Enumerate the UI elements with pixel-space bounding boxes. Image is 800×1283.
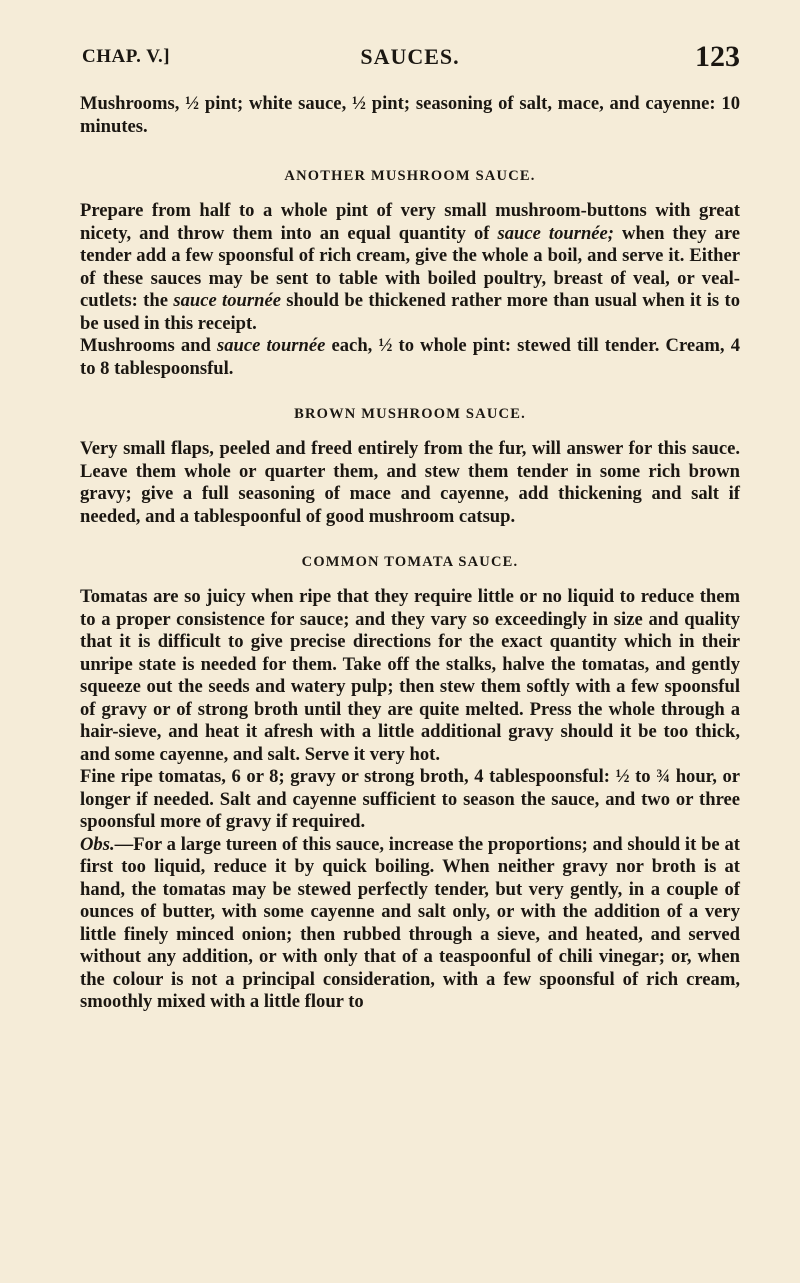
paragraph	[80, 200, 740, 335]
page-number: 123	[695, 40, 740, 73]
paragraph	[80, 335, 740, 380]
italic-text: sauce tournée;	[497, 222, 615, 244]
intro-paragraph: Mushrooms, ½ pint; white sauce, ½ pint; seasoning of salt, mace, and cayenne: 10 minutes.	[80, 93, 740, 137]
paragraph: Very small flaps, peeled and freed entirely from the fur, will answer for this sauce. Leave them whole or quarter them, and stew them tender in some rich brown gravy; give a full seasoning of mace and cayenne, add thickening and salt if needed, and a tablespoonful of good mushroom catsup.	[80, 438, 740, 527]
running-head	[80, 38, 740, 73]
italic-text: sauce tournée	[173, 290, 281, 311]
paragraph-text: each, ½ to whole pint: stewed till tender. Cream, 4 to 8 tablespoonsful.	[80, 335, 740, 379]
chapter-label: CHAP. V.]	[82, 46, 171, 67]
italic-text: sauce tournée	[216, 335, 326, 356]
paragraph-text: Mushrooms and	[80, 335, 217, 356]
section-heading: BROWN MUSHROOM SAUCE.	[294, 406, 526, 422]
paragraph: Tomatas are so juicy when ripe that they require little or no liquid to reduce them to a proper consistence for sauce; and they vary so exceedingly in size and quality that it is difficult to give precise directions for the exact quantity which in their unripe state is needed for them. Take off the stalks, halve the tomatas, and gently squeeze out the seeds and watery pulp; then stew them softly with a few spoonsful of gravy or of strong broth until they are quite melted. Press the whole through a hair-sieve, and heat it afresh with a little additional gravy should it be too thick, and some cayenne, and salt. Serve it very hot.	[80, 586, 740, 765]
obs-label: Obs.	[80, 833, 115, 855]
paragraph-text: Prepare from half to a whole pint of very small mushroom-buttons with great nicety, and throw them into an equal quantity of	[80, 200, 740, 244]
paragraph	[80, 834, 740, 1014]
paragraph: Fine ripe tomatas, 6 or 8; gravy or strong broth, 4 tablespoonsful: ½ to ¾ hour, or longer if needed. Salt and cayenne sufficient to season the sauce, and two or three spoonsful more of gravy if required.	[80, 766, 740, 832]
section-heading: ANOTHER MUSHROOM SAUCE.	[284, 168, 536, 184]
paragraph-text: should be thickened rather more than usual when it is to be used in this receipt.	[80, 290, 740, 334]
paragraph-text: —For a large tureen of this sauce, increase the proportions; and should it be at first too liquid, reduce it by quick boiling. When neither gravy nor broth is at hand, the tomatas may be stewed perfectly tender, but very gently, in a couple of ounces of butter, with some cayenne and salt only, or with the addition of a very little finely minced onion; then rubbed through a sieve, and heated, and served without any addition, or with only that of a teaspoonful of chili vinegar; or, when the colour is not a principal consideration, with a few spoonsful of rich cream, smoothly mixed with a little flour to	[80, 833, 740, 1012]
section-heading: COMMON TOMATA SAUCE.	[301, 554, 519, 570]
section-title: SAUCES.	[360, 44, 460, 69]
body-text	[80, 93, 740, 1014]
paragraph-text: when they are tender add a few spoonsful of rich cream, give the whole a boil, and serve it. Either of these sauces may be sent to table with boiled poultry, breast of veal, or veal-cutlets: the	[80, 222, 741, 311]
